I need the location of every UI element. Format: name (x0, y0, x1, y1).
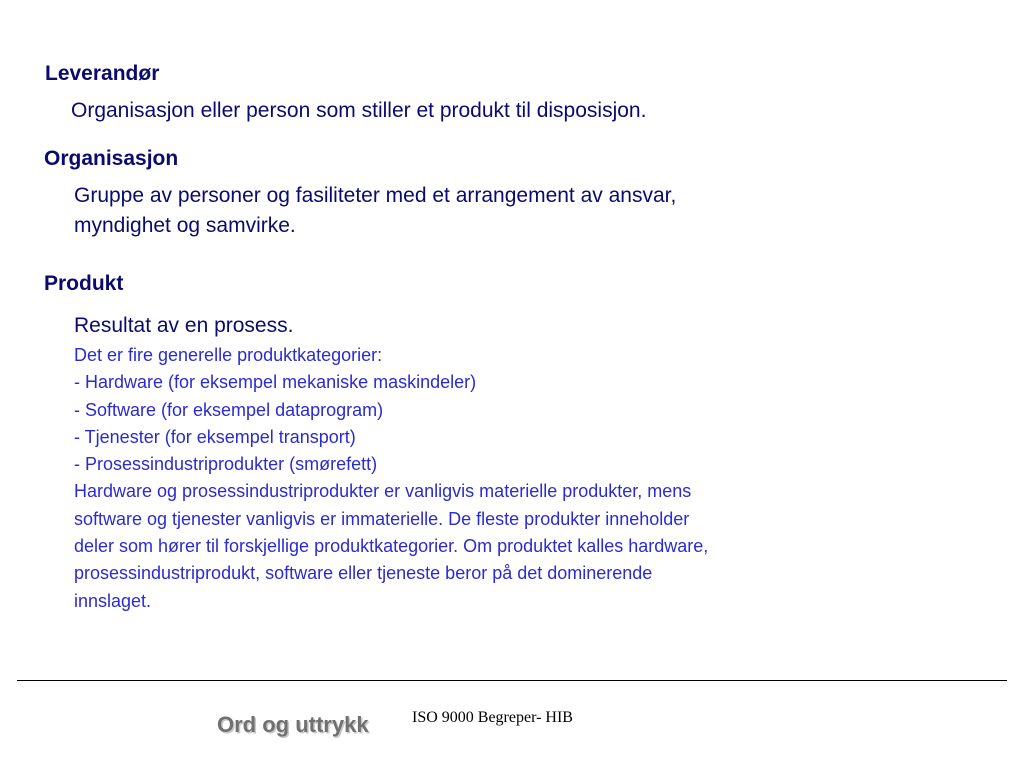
term-definition-organisasjon (74, 181, 676, 241)
footer-credit: ISO 9000 Begreper- HIB (412, 709, 573, 726)
definition-line: Resultat av en prosess. (74, 314, 294, 337)
term-heading-leverandor: Leverandør (45, 62, 160, 85)
detail-line: Det er fire generelle produktkategorier: (74, 345, 383, 365)
detail-line: software og tjenester vanligvis er immaterielle. De fleste produkter inneholder (74, 508, 690, 529)
term-heading-organisasjon: Organisasjon (44, 147, 179, 170)
detail-line: - Prosessindustriprodukter (smørefett) (74, 454, 378, 475)
footer-divider (17, 680, 1007, 681)
term-definition-leverandor (71, 96, 646, 126)
detail-line: innslaget. (74, 590, 152, 611)
detail-line: deler som hører til forskjellige produktkategorier. Om produktet kalles hardware, (74, 536, 709, 557)
definition-line: Organisasjon eller person som stiller et produkt til disposisjon. (71, 99, 647, 122)
detail-line: - Hardware (for eksempel mekaniske maskindeler) (74, 372, 477, 393)
term-definition-produkt (74, 311, 293, 341)
detail-line: Hardware og prosessindustriprodukter er vanligvis materielle produkter, mens (74, 481, 692, 502)
detail-line: - Software (for eksempel dataprogram) (74, 399, 384, 420)
footer-title: Ord og uttrykk (217, 712, 369, 737)
definition-line: Gruppe av personer og fasiliteter med et arrangement av ansvar, (74, 184, 677, 207)
product-category-details (74, 342, 708, 615)
term-heading-produkt: Produkt (44, 272, 124, 295)
detail-line: - Tjenester (for eksempel transport) (74, 426, 356, 447)
definition-line: myndighet og samvirke. (74, 214, 296, 237)
detail-line: prosessindustriprodukt, software eller tjeneste beror på det dominerende (74, 563, 653, 584)
